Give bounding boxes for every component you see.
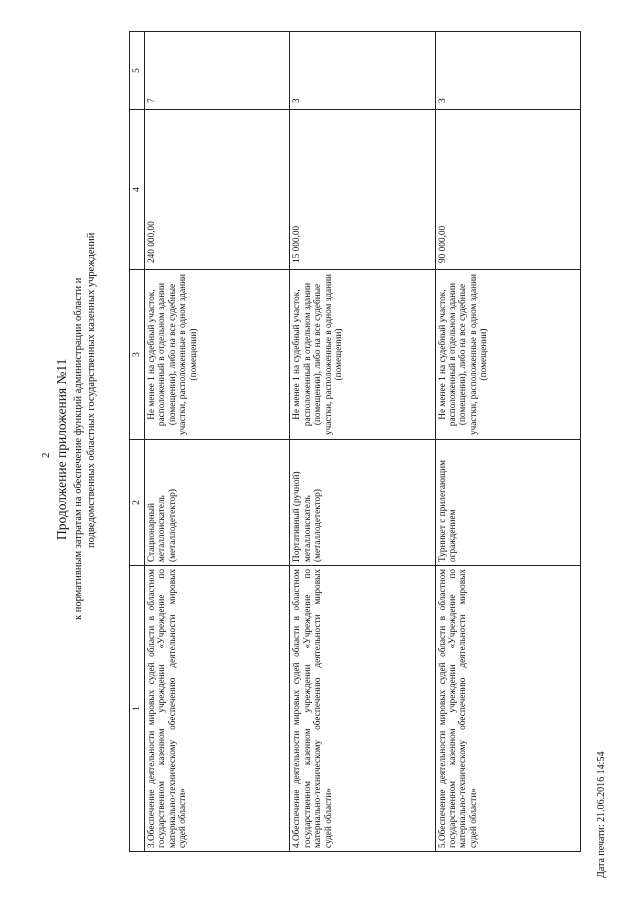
table-cell-item: Портативный (ручной) металлоискатель (металлодетектор) — [290, 440, 435, 566]
document-title: Продолжение приложения №11 — [54, 358, 69, 540]
table-cell-price: 15 000,00 — [290, 110, 435, 270]
table-header-cell: 4 — [130, 110, 145, 270]
table-row — [145, 32, 290, 852]
table-cell-item: Турникет с прилегающим ограждением — [435, 440, 580, 566]
table-row — [435, 32, 580, 852]
page-number: 2 — [40, 452, 52, 458]
table-cell-quantity-norm: Не менее 1 на судебный участок, расположенный в отдельном здании (помещении), либо на все судебные участки, расположенные в одном здании (помещении) — [145, 270, 290, 440]
table-cell-price: 90 000,00 — [435, 110, 580, 270]
table-header-cell: 3 — [130, 270, 145, 440]
table-header-row — [130, 32, 145, 852]
table-cell-item: Стационарный металлоискатель (металлодетектор) — [145, 440, 290, 566]
document-subtitle-line-1: к нормативным затратам на обеспечение функций администрации области и — [73, 277, 84, 620]
table-cell-lifetime: 3 — [435, 32, 580, 110]
table-cell-lifetime: 7 — [145, 32, 290, 110]
table-cell-purpose: 4.Обеспечение деятельности мировых судей области в областном государственном казенном учреждении «Учреждение по материально-техническому обеспечению деятельности мировых судей области» — [290, 566, 435, 852]
table-cell-quantity-norm: Не менее 1 на судебный участок, расположенный в отдельном здании (помещении), либо на все судебные участки, расположенные в одном здании (помещении) — [435, 270, 580, 440]
print-date: Дата печати: 21.06.2016 14:54 — [596, 751, 607, 878]
table-header-cell: 5 — [130, 32, 145, 110]
norms-table — [129, 31, 581, 852]
table-row — [290, 32, 435, 852]
table-cell-price: 240 000,00 — [145, 110, 290, 270]
table-cell-lifetime: 3 — [290, 32, 435, 110]
table-header-cell: 1 — [130, 566, 145, 852]
table-header-cell: 2 — [130, 440, 145, 566]
document-subtitle-line-2: подведомственных областных государственных казенных учреждений — [86, 232, 97, 548]
table-cell-quantity-norm: Не менее 1 на судебный участок, расположенный в отдельном здании (помещении), либо на все судебные участки, расположенные в одном здании (помещении) — [290, 270, 435, 440]
table-cell-purpose: 5.Обеспечение деятельности мировых судей области в областном государственном казенном учреждении «Учреждение по материально-техническому обеспечению деятельности мировых судей области» — [435, 566, 580, 852]
table-cell-purpose: 3.Обеспечение деятельности мировых судей области в областном государственном казенном учреждении «Учреждение по материально-техническому обеспечению деятельности мировых судей области» — [145, 566, 290, 852]
